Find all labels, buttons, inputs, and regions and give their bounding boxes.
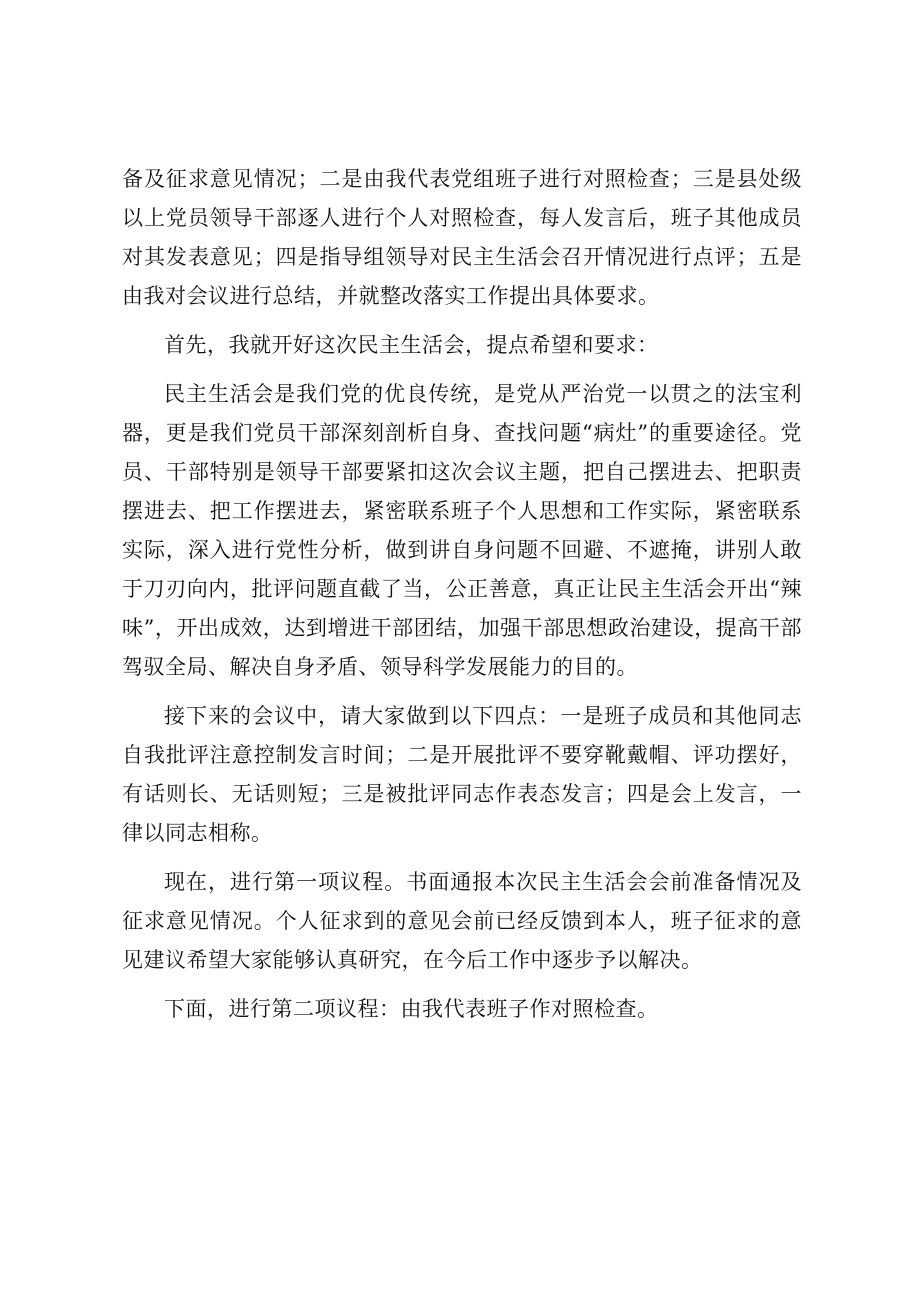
paragraph-democratic-life-meeting: 民主生活会是我们党的优良传统，是党从严治党一以贯之的法宝利器，更是我们党员干部深刻剖析自身、查找问题“病灶”的重要途径。党员、干部特别是领导干部要紧扣这次会议主题，把自己摆进去、把职责摆进去、把工作摆进去，紧密联系班子个人思想和工作实际，紧密联系实际，深入进行党性分析，做到讲自身问题不回避、不遮掩，讲别人敢于刀刃向内，批评问题直截了当，公正善意，真正让民主生活会开出“辣味”，开出成效，达到增进干部团结，加强干部思想政治建设，提高干部驾驭全局、解决自身矛盾、领导科学发展能力的目的。 [122,382,802,679]
paragraph-continuation: 备及征求意见情况；二是由我代表党组班子进行对照检查；三是县处级以上党员领导干部逐人进行个人对照检查，每人发言后，班子其他成员对其发表意见；四是指导组领导对民主生活会召开情况进行点评；五是由我对会议进行总结，并就整改落实工作提出具体要求。 [122,167,802,308]
paragraph-four-points: 接下来的会议中，请大家做到以下四点：一是班子成员和其他同志自我批评注意控制发言时间；二是开展批评不要穿靴戴帽、评功摆好，有话则长、无话则短；三是被批评同志作表态发言；四是会上发言，一律以同志相称。 [122,704,802,845]
paragraph-requirements-intro: 首先，我就开好这次民主生活会，提点希望和要求： [164,333,659,357]
document-body [122,160,802,1039]
paragraph-second-agenda: 下面，进行第二项议程：由我代表班子作对照检查。 [164,997,659,1021]
paragraph-first-agenda: 现在，进行第一项议程。书面通报本次民主生活会会前准备情况及征求意见情况。个人征求到的意见会前已经反馈到本人，班子征求的意见建议希望大家能够认真研究，在今后工作中逐步予以解决。 [122,870,802,972]
